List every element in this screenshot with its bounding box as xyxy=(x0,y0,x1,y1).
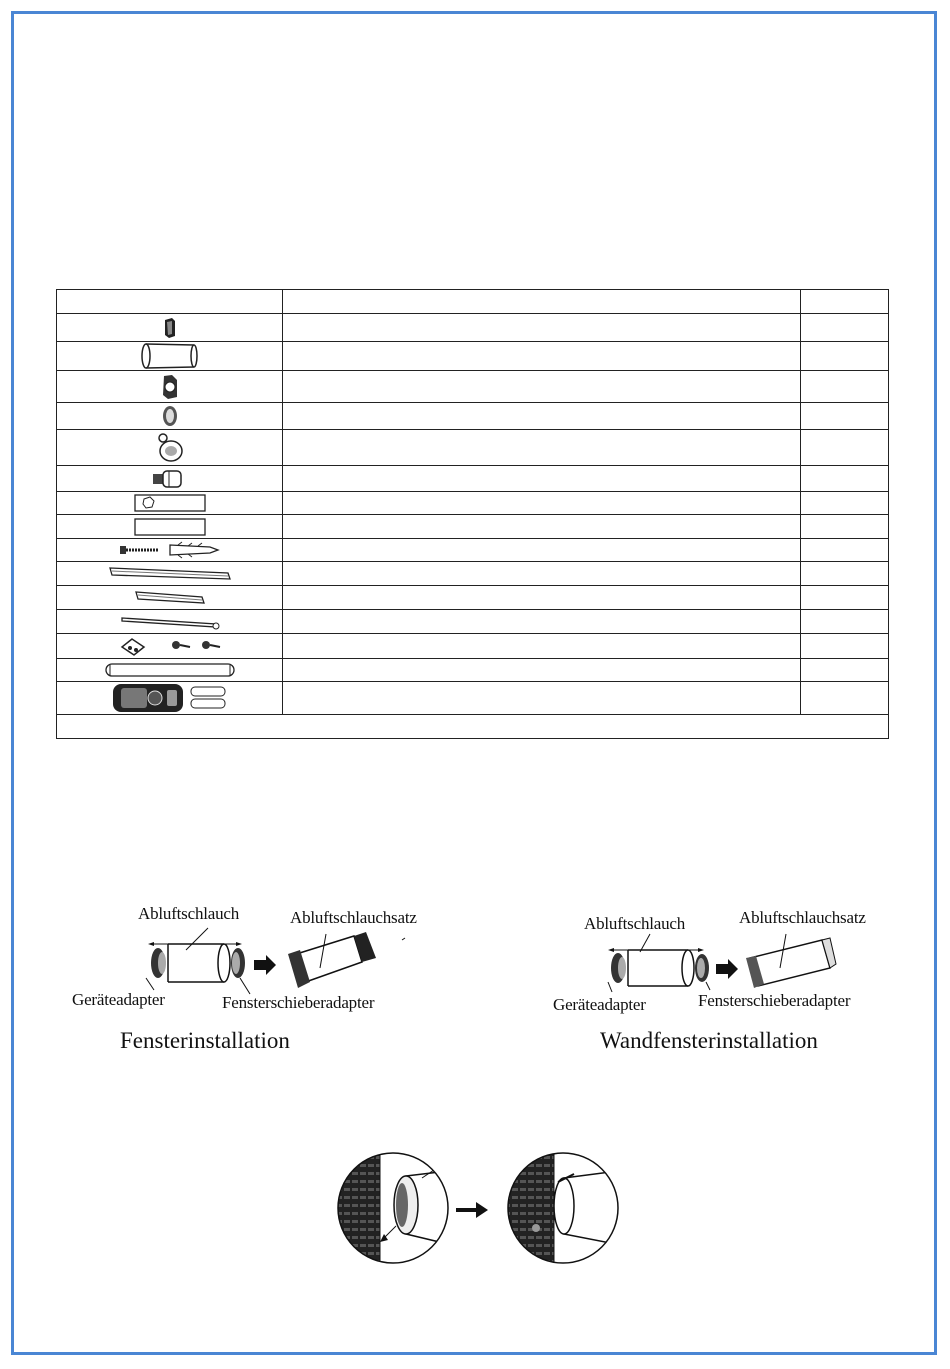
window-installation-diagram xyxy=(140,922,440,998)
part-name xyxy=(283,682,801,715)
part-name xyxy=(283,586,801,610)
part-name xyxy=(283,403,801,430)
table-row xyxy=(57,403,889,430)
bolt-rod-icon xyxy=(120,614,220,630)
table-footer-row xyxy=(57,715,889,739)
table-row xyxy=(57,562,889,586)
part-name xyxy=(283,314,801,342)
table-row xyxy=(57,634,889,659)
window-hose-label: Abluftschlauch xyxy=(138,904,240,923)
wall-adapter-icon xyxy=(149,468,191,490)
wall-installation-diagram xyxy=(600,928,860,994)
part-qty xyxy=(801,371,889,403)
part-qty xyxy=(801,610,889,634)
table-footer-note xyxy=(57,715,889,739)
part-name xyxy=(283,515,801,539)
part-qty xyxy=(801,342,889,371)
part-qty xyxy=(801,634,889,659)
header-cell-picture xyxy=(57,290,283,314)
drain-pipe-icon xyxy=(102,661,238,679)
hose-connector-ring-icon xyxy=(160,404,180,428)
wall-hose-label: Abluftschlauch xyxy=(584,914,686,933)
table-row xyxy=(57,610,889,634)
remote-control-and-batteries-icon xyxy=(111,682,229,714)
window-slider-adapter-icon xyxy=(160,316,180,340)
part-qty xyxy=(801,515,889,539)
table-header-row xyxy=(57,290,889,314)
window-slider-long-icon xyxy=(108,564,232,584)
wall-installation-caption: Wandfensterinstallation xyxy=(600,1028,818,1053)
part-qty xyxy=(801,492,889,515)
table-row xyxy=(57,371,889,403)
window-kit-label: Abluftschlauchsatz xyxy=(290,908,417,927)
table-row xyxy=(57,682,889,715)
header-cell-name xyxy=(283,290,801,314)
exhaust-hose-icon xyxy=(140,342,200,370)
parts-table xyxy=(56,289,889,739)
table-row xyxy=(57,466,889,492)
foam-seal-icon xyxy=(134,493,206,513)
part-qty xyxy=(801,659,889,682)
window-slider-short-icon xyxy=(134,588,206,608)
window-unit-adapter-label: Geräteadapter xyxy=(72,990,165,1009)
part-name xyxy=(283,492,801,515)
table-row xyxy=(57,515,889,539)
header-cell-qty xyxy=(801,290,889,314)
part-name xyxy=(283,430,801,466)
wall-unit-adapter-label: Geräteadapter xyxy=(553,995,646,1014)
part-qty xyxy=(801,562,889,586)
part-qty xyxy=(801,682,889,715)
wall-kit-label: Abluftschlauchsatz xyxy=(739,908,866,927)
table-row xyxy=(57,586,889,610)
foam-strip-icon xyxy=(134,517,206,537)
part-name xyxy=(283,539,801,562)
unit-adapter-icon xyxy=(158,373,182,401)
part-qty xyxy=(801,314,889,342)
drain-hose-clip-icon xyxy=(153,432,187,464)
window-installation-caption: Fensterinstallation xyxy=(120,1028,290,1053)
part-name xyxy=(283,562,801,586)
part-name xyxy=(283,342,801,371)
part-qty xyxy=(801,539,889,562)
part-qty xyxy=(801,586,889,610)
table-row xyxy=(57,314,889,342)
part-name xyxy=(283,371,801,403)
part-name xyxy=(283,634,801,659)
window-slider-adapter-label: Fensterschieberadapter xyxy=(222,993,375,1012)
screw-and-anchor-icon xyxy=(118,541,222,559)
part-name xyxy=(283,610,801,634)
part-qty xyxy=(801,466,889,492)
bracket-and-screws-icon xyxy=(118,635,222,657)
part-name xyxy=(283,659,801,682)
table-row xyxy=(57,659,889,682)
part-qty xyxy=(801,403,889,430)
table-row xyxy=(57,342,889,371)
part-name xyxy=(283,466,801,492)
hose-attachment-illustration xyxy=(336,1148,620,1268)
table-row xyxy=(57,492,889,515)
wall-slider-adapter-label: Fensterschieberadapter xyxy=(698,991,851,1010)
table-row xyxy=(57,539,889,562)
table-row xyxy=(57,430,889,466)
part-qty xyxy=(801,430,889,466)
